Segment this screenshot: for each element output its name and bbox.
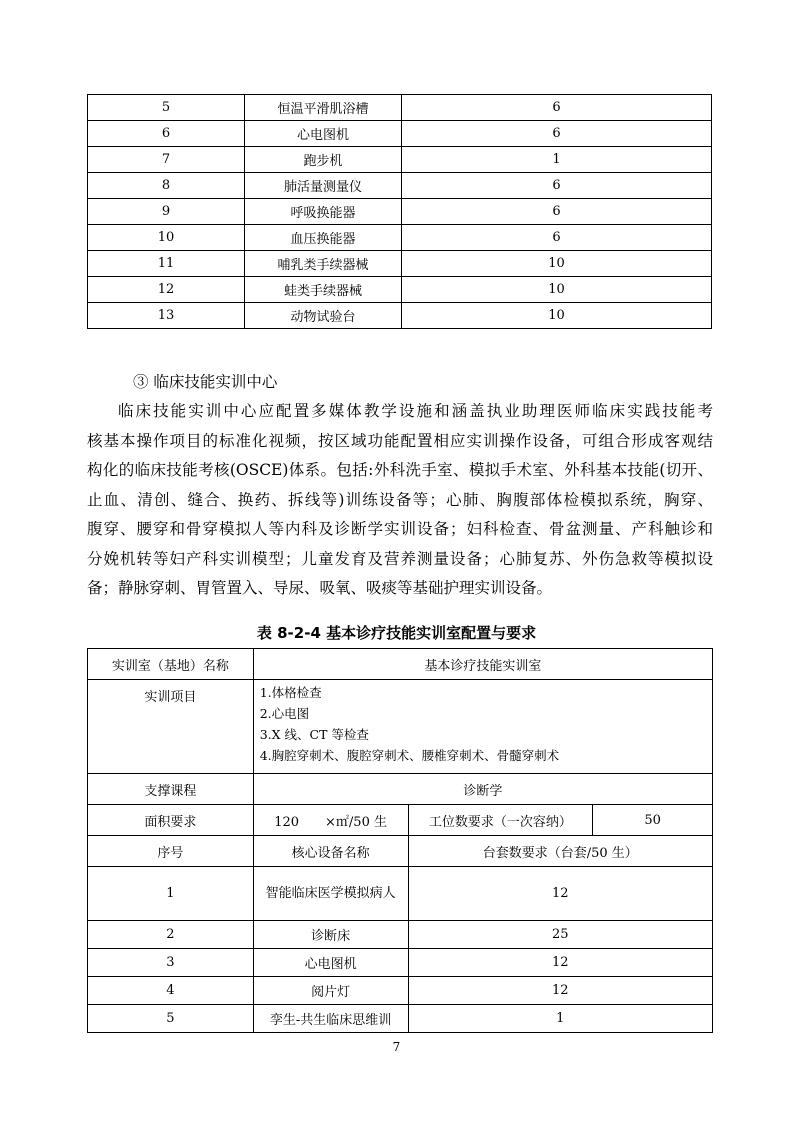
table-row [88, 251, 712, 277]
row-no: 10 [88, 225, 245, 251]
row-no: 13 [88, 303, 245, 329]
table-row [88, 147, 712, 173]
section-heading: ③ 临床技能实训中心 [133, 373, 278, 391]
table-row [88, 95, 712, 121]
header-no: 序号 [88, 836, 254, 867]
row-no: 4 [88, 977, 254, 1005]
project-item: 1.体格检查 [259, 685, 322, 700]
row-no: 7 [88, 147, 245, 173]
project-list [253, 680, 712, 774]
section-paragraph [87, 397, 713, 604]
row-device: 孪生-共生临床思维训 [253, 1005, 408, 1033]
table-row [88, 225, 712, 251]
row-device: 智能临床医学模拟病人 [253, 867, 408, 921]
row-device: 心电图机 [253, 949, 408, 977]
station-label: 工位数要求（一次容纳） [408, 805, 593, 836]
row-device: 肺活量测量仪 [245, 173, 402, 199]
row-device: 心电图机 [245, 121, 402, 147]
row-device: 阅片灯 [253, 977, 408, 1005]
row-device: 诊断床 [253, 921, 408, 949]
row-no: 12 [88, 277, 245, 303]
row-qty: 12 [408, 949, 713, 977]
row-qty: 6 [402, 95, 712, 121]
table-caption: 表 8-2-4 基本诊疗技能实训室配置与要求 [256, 624, 537, 642]
row-qty: 10 [402, 251, 712, 277]
row-qty: 10 [402, 303, 712, 329]
course-label: 支撑课程 [88, 774, 254, 805]
table-row [88, 121, 712, 147]
row-device: 跑步机 [245, 147, 402, 173]
row-no: 5 [88, 1005, 254, 1033]
row-device: 恒温平滑肌浴槽 [245, 95, 402, 121]
table-row [88, 303, 712, 329]
row-no: 6 [88, 121, 245, 147]
project-item: 2.心电图 [259, 706, 310, 721]
paragraph-line: 核基本操作项目的标准化视频，按区域功能配置相应实训操作设备，可组合形成客观结 [87, 431, 713, 450]
paragraph-line: 分娩机转等妇产科实训模型；儿童发育及营养测量设备；心肺复苏、外伤急救等模拟设 [87, 549, 713, 568]
row-no: 11 [88, 251, 245, 277]
project-item: 4.胸腔穿刺术、腹腔穿刺术、腰椎穿刺术、骨髓穿刺术 [259, 748, 560, 763]
row-qty: 1 [408, 1005, 713, 1033]
row-device: 动物试验台 [245, 303, 402, 329]
area-value: 120 ×㎡/50 生 [253, 805, 408, 836]
row-device: 血压换能器 [245, 225, 402, 251]
paragraph-line: 腹穿、腰穿和骨穿模拟人等内科及诊断学实训设备；妇科检查、骨盆测量、产科触诊和 [87, 520, 713, 538]
paragraph-line: 止血、清创、缝合、换药、拆线等)训练设备等；心肺、胸腹部体检模拟系统，胸穿、 [87, 490, 713, 509]
training-room-config-table [87, 648, 713, 1033]
project-item: 3.X 线、CT 等检查 [259, 727, 369, 742]
row-no: 2 [88, 921, 254, 949]
table-row [88, 277, 712, 303]
paragraph-line: 构化的临床技能考核(OSCE)体系。包括:外科洗手室、模拟手术室、外科基本技能(切开、 [87, 461, 713, 479]
row-qty: 1 [402, 147, 712, 173]
course-value: 诊断学 [253, 774, 712, 805]
row-qty: 6 [402, 121, 712, 147]
row-qty: 10 [402, 277, 712, 303]
row-no: 5 [88, 95, 245, 121]
equipment-table-continued [87, 94, 712, 329]
header-device: 核心设备名称 [253, 836, 408, 867]
row-device: 哺乳类手续器械 [245, 251, 402, 277]
row-no: 1 [88, 867, 254, 921]
row-qty: 6 [402, 199, 712, 225]
project-label: 实训项目 [88, 680, 254, 774]
row-qty: 6 [402, 225, 712, 251]
row-device: 蛙类手续器械 [245, 277, 402, 303]
row-qty: 12 [408, 867, 713, 921]
room-name-value: 基本诊疗技能实训室 [253, 649, 712, 680]
row-qty: 12 [408, 977, 713, 1005]
row-qty: 25 [408, 921, 713, 949]
row-device: 呼吸换能器 [245, 199, 402, 225]
page-number: 7 [392, 1040, 401, 1054]
row-qty: 6 [402, 173, 712, 199]
table-row [88, 173, 712, 199]
room-name-label: 实训室（基地）名称 [88, 649, 254, 680]
station-value: 50 [593, 805, 713, 836]
row-no: 8 [88, 173, 245, 199]
paragraph-line: 备；静脉穿刺、胃管置入、导尿、吸氧、吸痰等基础护理实训设备。 [87, 579, 553, 597]
area-label: 面积要求 [88, 805, 254, 836]
header-qty: 台套数要求（台套/50 生） [408, 836, 713, 867]
paragraph-line: 临床技能实训中心应配置多媒体教学设施和涵盖执业助理医师临床实践技能考 [118, 402, 713, 420]
row-no: 9 [88, 199, 245, 225]
row-no: 3 [88, 949, 254, 977]
table-row [88, 199, 712, 225]
